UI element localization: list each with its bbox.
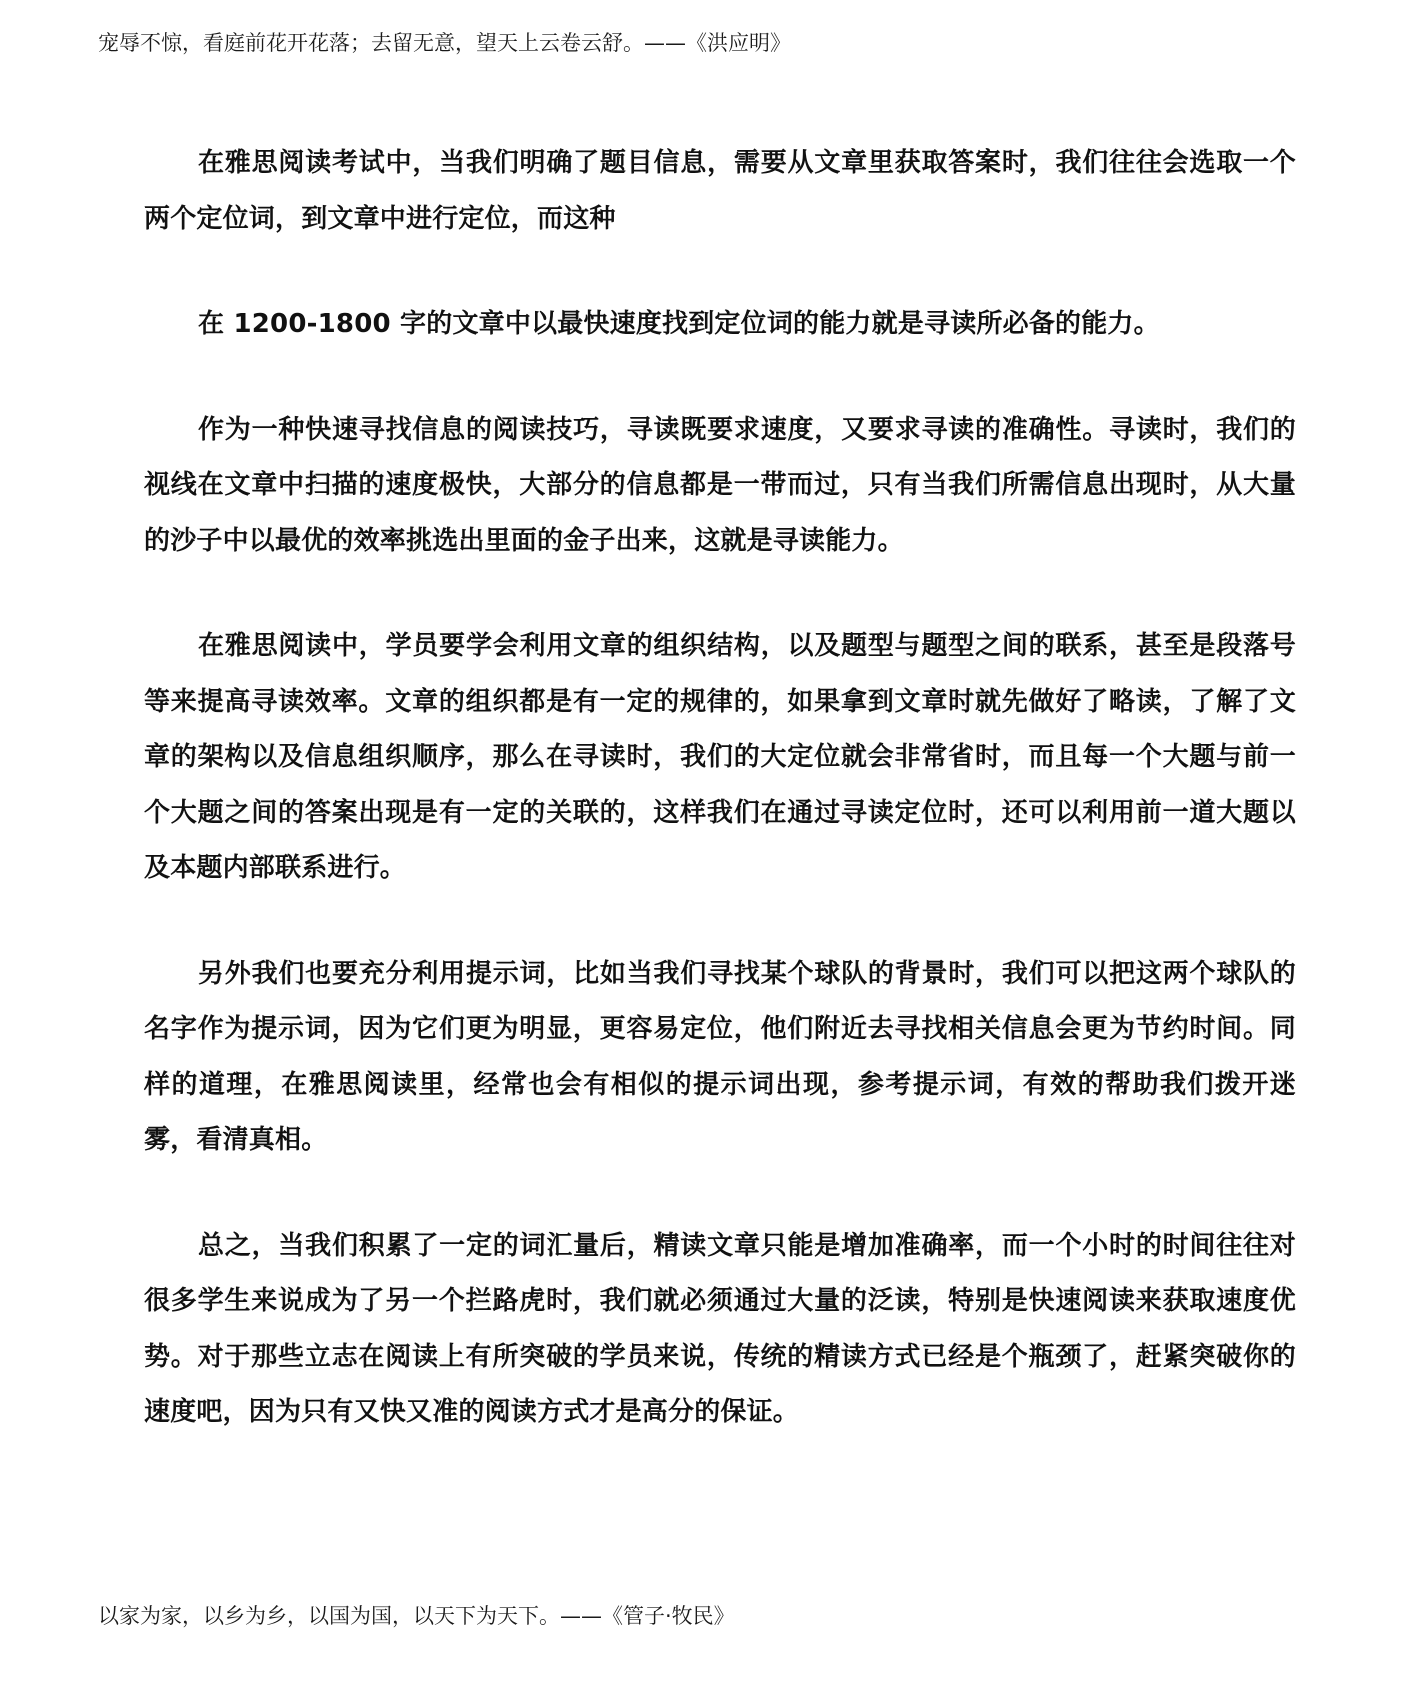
article-body (144, 136, 1296, 1491)
paragraph-2: 在 1200-1800 字的文章中以最快速度找到定位词的能力就是寻读所必备的能力。 (198, 309, 1160, 339)
paragraph-6: 总之，当我们积累了一定的词汇量后，精读文章只能是增加准确率，而一个小时的时间往往对很多学生来说成为了另一个拦路虎时，我们就必须通过大量的泛读，特别是快速阅读来获取速度优势。对于那些立志在阅读上有所突破的学员来说，传统的精读方式已经是个瓶颈了，赶紧突破你的速度吧，因为只有又快又准的阅读方式才是高分的保证。 (144, 1230, 1296, 1427)
header-quote: 宠辱不惊，看庭前花开花落；去留无意，望天上云卷云舒。——《洪应明》 (98, 31, 791, 55)
footer-quote: 以家为家，以乡为乡，以国为国，以天下为天下。——《管子·牧民》 (98, 1604, 735, 1628)
paragraph-1: 在雅思阅读考试中，当我们明确了题目信息，需要从文章里获取答案时，我们往往会选取一个两个定位词，到文章中进行定位，而这种 (144, 148, 1296, 234)
paragraph-3: 作为一种快速寻找信息的阅读技巧，寻读既要求速度，又要求寻读的准确性。寻读时，我们的视线在文章中扫描的速度极快，大部分的信息都是一带而过，只有当我们所需信息出现时，从大量的沙子中以最优的效率挑选出里面的金子出来，这就是寻读能力。 (144, 414, 1296, 556)
paragraph-4: 在雅思阅读中，学员要学会利用文章的组织结构，以及题型与题型之间的联系，甚至是段落号等来提高寻读效率。文章的组织都是有一定的规律的，如果拿到文章时就先做好了略读，了解了文章的架构以及信息组织顺序，那么在寻读时，我们的大定位就会非常省时，而且每一个大题与前一个大题之间的答案出现是有一定的关联的，这样我们在通过寻读定位时，还可以利用前一道大题以及本题内部联系进行。 (144, 631, 1296, 883)
paragraph-5: 另外我们也要充分利用提示词，比如当我们寻找某个球队的背景时，我们可以把这两个球队的名字作为提示词，因为它们更为明显，更容易定位，他们附近去寻找相关信息会更为节约时间。同样的道理，在雅思阅读里，经常也会有相似的提示词出现，参考提示词，有效的帮助我们拨开迷雾，看清真相。 (144, 958, 1296, 1155)
